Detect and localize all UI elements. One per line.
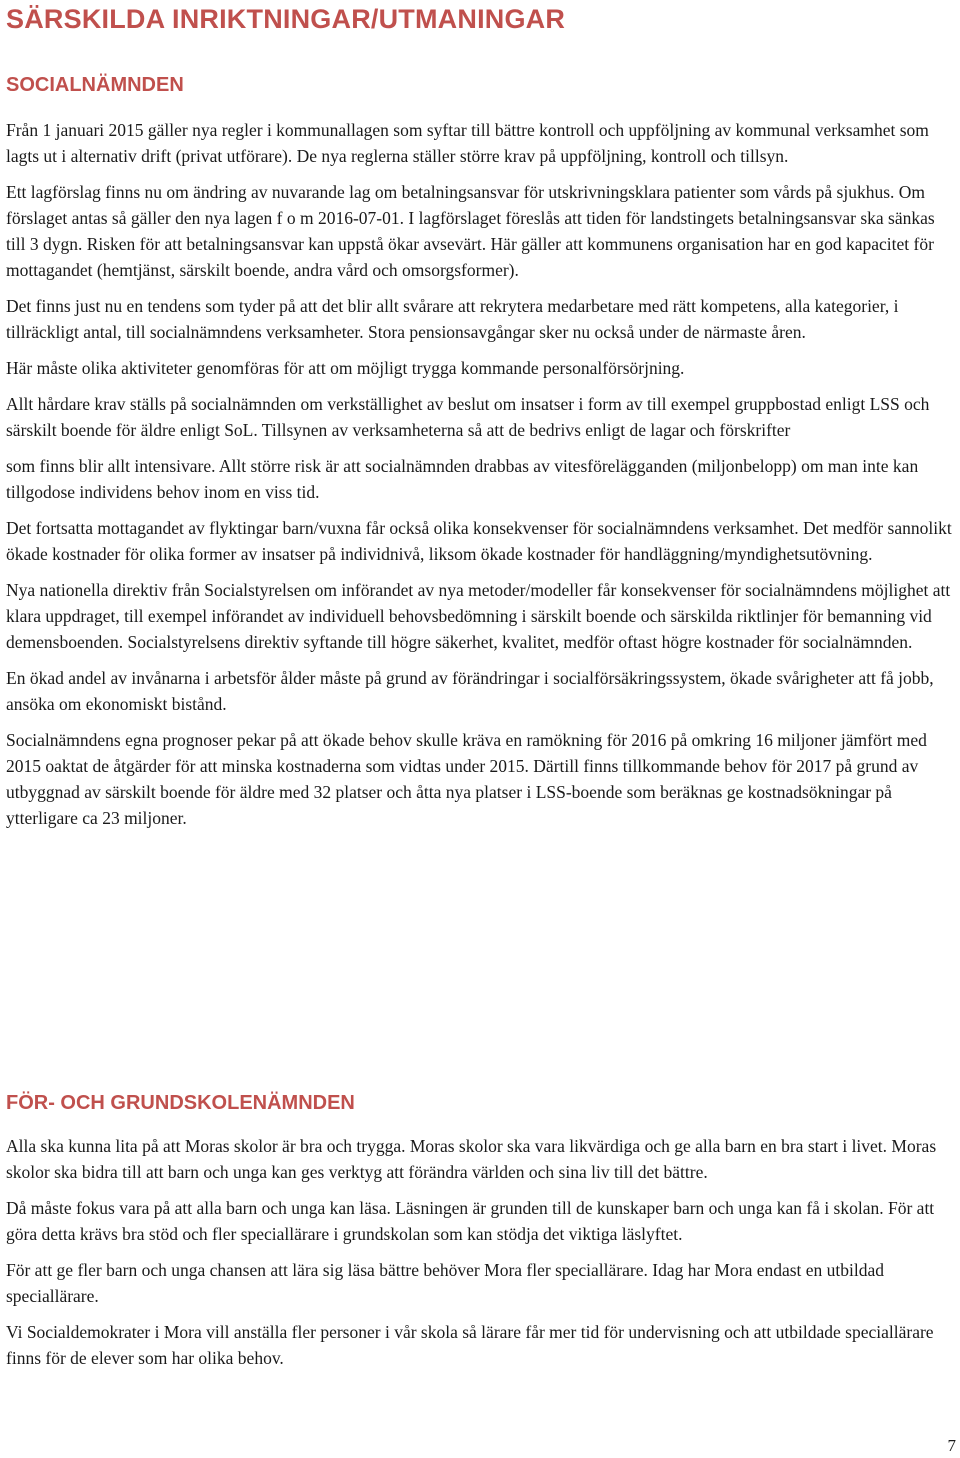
paragraph: Vi Socialdemokrater i Mora vill anställa fler personer i vår skola så lärare får mer tid för undervisning och att utbildade speciallärare finns för de elever som har olika behov.	[6, 1322, 934, 1368]
page-title: SÄRSKILDA INRIKTNINGAR/UTMANINGAR	[6, 4, 566, 34]
paragraph: För att ge fler barn och unga chansen att lära sig läsa bättre behöver Mora fler speciallärare. Idag har Mora endast en utbildad speciallärare.	[6, 1260, 885, 1306]
page-number: 7	[947, 1436, 956, 1455]
paragraph: Här måste olika aktiviteter genomföras för att om möjligt trygga kommande personalförsörjning.	[6, 358, 685, 378]
section-body-socialnamnden	[6, 117, 958, 841]
section-heading-for-och-grundskolenamnden: FÖR- OCH GRUNDSKOLENÄMNDEN	[6, 1092, 355, 1114]
paragraph: Det fortsatta mottagandet av flyktingar barn/vuxna får också olika konsekvenser för socialnämndens verksamhet. Det medför sannolikt ökade kostnader för olika former av insatser på individnivå, liksom ökade kostnader för handläggning/myndighetsutövning.	[6, 518, 952, 564]
paragraph: Då måste fokus vara på att alla barn och unga kan läsa. Läsningen är grunden till de kunskaper barn och unga kan få i skolan. För att göra detta krävs bra stöd och fler speciallärare i grundskolan som kan stödja det viktiga läslyftet.	[6, 1198, 935, 1244]
paragraph: som finns blir allt intensivare. Allt större risk är att socialnämnden drabbas av vitesförelägganden (miljonbelopp) om man inte kan tillgodose individens behov inom en viss tid.	[6, 456, 919, 502]
paragraph: Det finns just nu en tendens som tyder på att det blir allt svårare att rekrytera medarbetare med rätt kompetens, alla kategorier, i tillräckligt antal, till socialnämndens verksamheter. Stora pensionsavgångar sker nu också under de närmaste åren.	[6, 296, 899, 342]
paragraph: En ökad andel av invånarna i arbetsför ålder måste på grund av förändringar i socialförsäkringssystem, ökade svårigheter att få jobb, ansöka om ekonomiskt bistånd.	[6, 668, 934, 714]
paragraph: Socialnämndens egna prognoser pekar på att ökade behov skulle kräva en ramökning för 2016 på omkring 16 miljoner jämfört med 2015 oaktat de åtgärder för att minska kostnaderna som vidtas under 2015. Därtill finns tillkommande behov för 2017 på grund av utbyggnad av särskilt boende för äldre med 32 platser och åtta nya platser i LSS-boende som beräknas ge kostnadsökningar på ytterligare ca 23 miljoner.	[6, 730, 927, 828]
section-body-for-och-grundskolenamnden	[6, 1133, 958, 1381]
section-heading-socialnamnden: SOCIALNÄMNDEN	[6, 74, 184, 96]
paragraph: Ett lagförslag finns nu om ändring av nuvarande lag om betalningsansvar för utskrivningsklara patienter som vårds på sjukhus. Om förslaget antas så gäller den nya lagen f o m 2016-07-01. I lagförslaget föreslås att tiden för landstingets betalningsansvar ska sänkas till 3 dygn. Risken för att betalningsansvar kan uppstå ökar avsevärt. Här gäller att kommunens organisation har en god kapacitet för mottagandet (hemtjänst, särskilt boende, andra vård och omsorgsformer).	[6, 182, 935, 280]
paragraph: Allt hårdare krav ställs på socialnämnden om verkställighet av beslut om insatser i form av till exempel gruppbostad enligt LSS och särskilt boende för äldre enligt SoL. Tillsynen av verksamheterna så att de bedrivs enligt de lagar och förskrifter	[6, 394, 930, 440]
paragraph: Nya nationella direktiv från Socialstyrelsen om införandet av nya metoder/modeller får konsekvenser för socialnämndens möjlighet att klara uppdraget, till exempel införandet av individuell behovsbedömning i särskilt boende och särskilda riktlinjer för bemanning vid demensboenden. Socialstyrelsens direktiv syftande till högre säkerhet, kvalitet, medför oftast högre kostnader för socialnämnden.	[6, 580, 951, 652]
paragraph: Alla ska kunna lita på att Moras skolor är bra och trygga. Moras skolor ska vara likvärdiga och ge alla barn en bra start i livet. Moras skolor ska bidra till att barn och unga kan ges verktyg att förändra världen och sina liv till det bättre.	[6, 1136, 937, 1182]
paragraph: Från 1 januari 2015 gäller nya regler i kommunallagen som syftar till bättre kontroll och uppföljning av kommunal verksamhet som lagts ut i alternativ drift (privat utförare). De nya reglerna ställer större krav på uppföljning, kontroll och tillsyn.	[6, 120, 929, 166]
